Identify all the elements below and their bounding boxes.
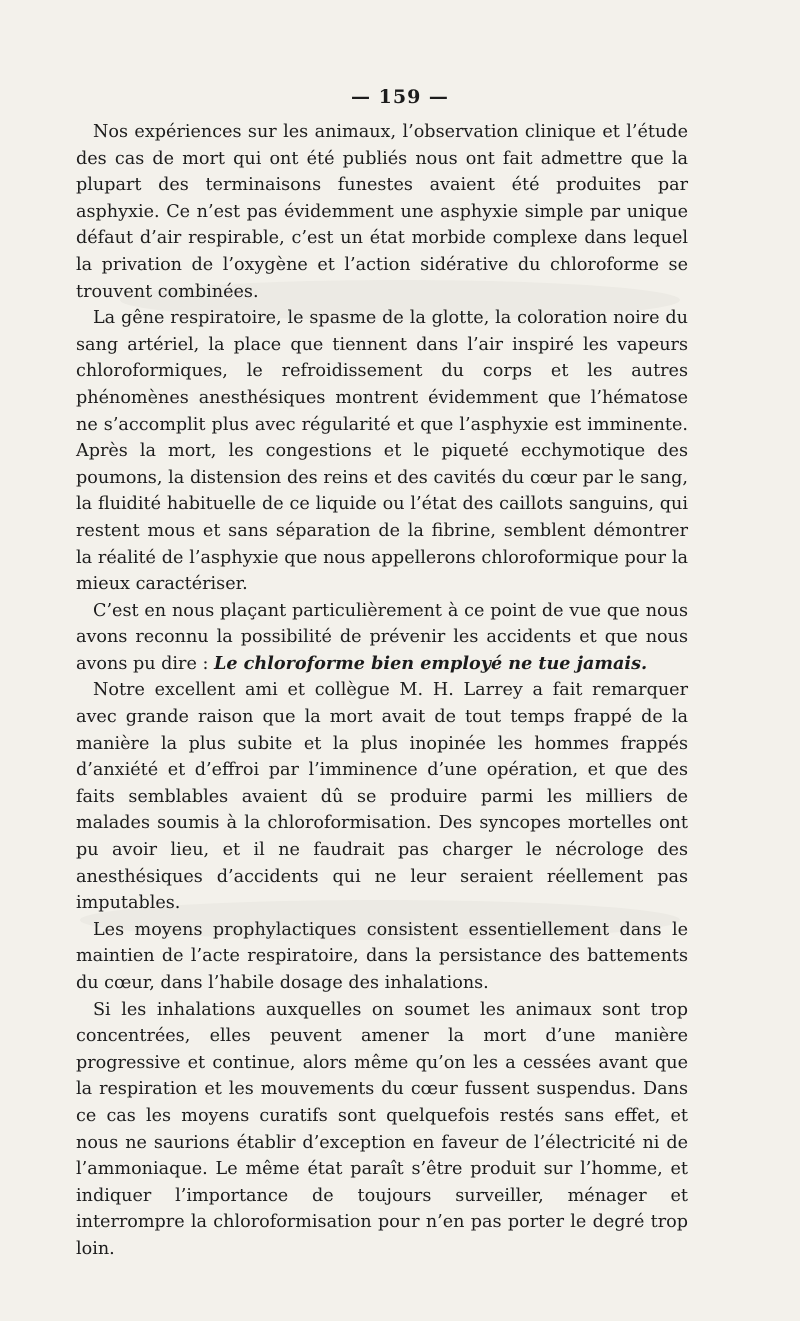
paragraph: Si les inhalations auxquelles on soumet les animaux sont trop concentrées, elles peuvent amener la mort d’une manière progressive et continue, alors même qu’on les a cessées avant que la respiration et les mouvements du cœur fussent suspendus. Dans ce cas les moyens curatifs sont quelquefois restés sans effet, et nous ne saurions établir d’exception en faveur de l’électricité ni de l’ammoniaque. Le même état paraît s’être produit sur l’homme, et indiquer l’importance de toujours surveiller, ménager et interrompre la chloroformisation pour n’en pas porter le degré trop loin. xyxy=(76,999,688,1259)
paragraph: Notre excellent ami et collègue M. H. Larrey a fait remarquer avec grande raison que la mort avait de tout temps frappé de la manière la plus subite et la plus inopinée les hommes frappés d’anxiété et d’effroi par l’imminence d’une opération, et que des faits semblables avaient dû se produire parmi les milliers de malades soumis à la chloroformisation. Des syncopes mortelles ont pu avoir lieu, et il ne faudrait pas charger le nécrologe des anesthésiques d’accidents qui ne leur seraient réellement pas imputables. xyxy=(76,680,688,914)
page-number: — 159 — xyxy=(351,86,449,108)
paragraph: Nos expériences sur les animaux, l’observation clinique et l’étude des cas de mort qui ont été publiés nous ont fait admettre que la plupart des terminaisons funestes avaient été produites par asphyxie. Ce n’est pas évidemment une asphyxie simple par unique défaut d’air respirable, c’est un état morbide complexe dans lequel la privation de l’oxygène et l’action sidérative du chloroforme se trouvent combinées. xyxy=(76,122,688,302)
emphasized-quote: Le chloroforme bien employé ne tue jamais. xyxy=(213,652,648,674)
paragraph-text: C’est en nous plaçant particulièrement à ce point de vue que nous avons reconnu la possibilité de prévenir les accidents et que nous avons pu dire : xyxy=(76,600,688,674)
paragraph: Les moyens prophylactiques consistent essentiellement dans le maintien de l’acte respiratoire, dans la persistance des battements du cœur, dans l’habile dosage des inhalations. xyxy=(76,919,688,993)
paragraph: La gêne respiratoire, le spasme de la glotte, la coloration noire du sang artériel, la place que tiennent dans l’air inspiré les vapeurs chloroformiques, le refroidissement du corps et les autres phénomènes anesthésiques montrent évidemment que l’hématose ne s’accomplit plus avec régularité et que l’asphyxie est imminente. Après la mort, les congestions et le piqueté ecchymotique des poumons, la distension des reins et des cavités du cœur par le sang, la fluidité habituelle de ce liquide ou l’état des caillots sanguins, qui restent mous et sans séparation de la fibrine, semblent démontrer la réalité de l’asphyxie que nous appellerons chloroformique pour la mieux caractériser. xyxy=(76,308,688,595)
paragraph xyxy=(76,598,688,678)
body-text xyxy=(76,119,688,1263)
